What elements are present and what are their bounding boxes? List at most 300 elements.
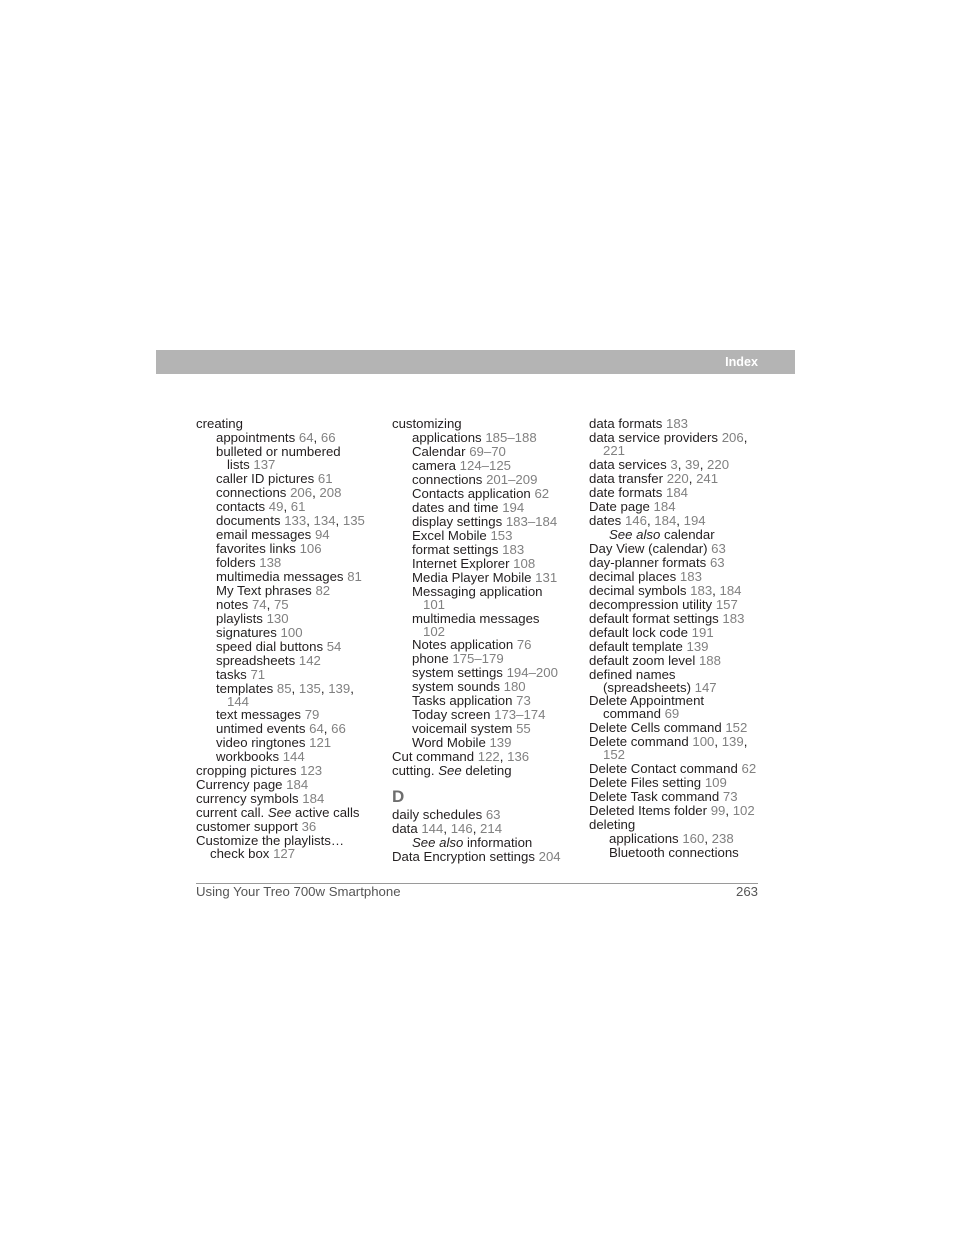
entry-line bbox=[196, 708, 386, 722]
entry-term: data formats bbox=[589, 416, 663, 431]
page-reference[interactable]: 100 bbox=[280, 624, 303, 640]
entry-term: templates bbox=[216, 680, 274, 696]
entry-line: dates 146, 184, 194 bbox=[589, 512, 706, 528]
page-reference[interactable]: 139 bbox=[721, 734, 744, 750]
see-reference-target: active calls bbox=[294, 805, 360, 821]
entry-term: data transfer bbox=[589, 470, 664, 486]
entry-term: speed dial buttons bbox=[216, 638, 324, 654]
index-subentry bbox=[392, 557, 582, 571]
index-entry bbox=[589, 626, 779, 640]
page-reference[interactable]: 220 bbox=[707, 456, 730, 472]
index-subentry bbox=[196, 500, 386, 514]
index-subentry bbox=[196, 528, 386, 542]
entry-line bbox=[196, 528, 386, 542]
page-reference[interactable]: 183 bbox=[502, 542, 525, 557]
page-reference[interactable]: 183 bbox=[722, 610, 745, 626]
see-reference-label: See also bbox=[412, 835, 464, 851]
page-reference[interactable]: 123 bbox=[300, 763, 323, 779]
page-reference[interactable]: 85 bbox=[276, 680, 292, 696]
entry-term: workbooks bbox=[216, 749, 280, 765]
entry-term: Date page bbox=[589, 498, 650, 514]
index-entry bbox=[392, 822, 582, 836]
page-reference[interactable]: 152 bbox=[725, 720, 748, 736]
page-reference[interactable]: 49 bbox=[268, 498, 284, 514]
entry-line bbox=[392, 680, 582, 694]
entry-term: defined names bbox=[589, 666, 676, 682]
page-reference[interactable]: 64 bbox=[309, 721, 324, 737]
entry-term: folders bbox=[216, 554, 256, 570]
entry-term: playlists bbox=[216, 610, 263, 626]
index-entry bbox=[589, 668, 779, 695]
index-subentry bbox=[392, 501, 582, 515]
index-subentry bbox=[392, 585, 582, 612]
entry-term: caller ID pictures bbox=[216, 470, 315, 486]
page-reference[interactable]: 54 bbox=[326, 638, 342, 654]
page-reference[interactable]: 175–179 bbox=[452, 651, 504, 667]
entry-term: Delete command bbox=[589, 734, 689, 750]
entry-line bbox=[196, 584, 386, 598]
entry-term: applications bbox=[412, 430, 482, 445]
entry-term: Delete Appointment bbox=[589, 693, 705, 709]
index-column-3 bbox=[589, 417, 779, 860]
index-subentry bbox=[196, 556, 386, 570]
entry-term: decimal symbols bbox=[589, 582, 687, 598]
index-entry bbox=[589, 472, 779, 486]
index-subentry bbox=[589, 832, 779, 846]
page-reference[interactable]: 201–209 bbox=[486, 472, 538, 487]
entry-line bbox=[392, 836, 582, 850]
page-reference[interactable]: 185–188 bbox=[485, 430, 537, 445]
page-reference[interactable]: 144 bbox=[227, 693, 250, 709]
page-reference[interactable]: 146 bbox=[450, 821, 473, 837]
index-subentry bbox=[196, 584, 386, 598]
index-entry bbox=[392, 808, 582, 822]
entry-term: contacts bbox=[216, 498, 266, 514]
page-reference[interactable]: 184 bbox=[302, 791, 325, 807]
footer-page-number: 263 bbox=[735, 884, 758, 899]
index-subentry bbox=[196, 640, 386, 654]
page-reference[interactable]: 133 bbox=[284, 512, 307, 528]
page-reference[interactable]: 73 bbox=[516, 693, 531, 709]
footer-book-title: Using Your Treo 700w Smartphone bbox=[196, 884, 401, 899]
entry-line bbox=[589, 570, 779, 584]
entry-line bbox=[392, 850, 582, 864]
index-subentry bbox=[392, 638, 582, 652]
page-reference[interactable]: 183–184 bbox=[505, 514, 558, 529]
index-entry bbox=[196, 834, 386, 861]
entry-line bbox=[392, 543, 582, 557]
page-reference[interactable]: 184 bbox=[653, 498, 676, 514]
entry-line bbox=[196, 668, 386, 682]
index-entry bbox=[589, 514, 779, 528]
page-reference[interactable]: 63 bbox=[711, 540, 726, 556]
entry-line bbox=[589, 417, 779, 431]
page-reference[interactable]: 146 bbox=[624, 512, 647, 528]
index-column-2 bbox=[392, 417, 582, 864]
index-entry bbox=[589, 584, 779, 598]
entry-term: format settings bbox=[412, 542, 499, 557]
index-subentry bbox=[392, 529, 582, 543]
entry-line: data services 3, 39, 220 bbox=[589, 456, 730, 472]
page-reference[interactable]: 183 bbox=[665, 416, 688, 431]
index-entry bbox=[589, 417, 779, 431]
entry-line bbox=[196, 612, 386, 626]
entry-term: multimedia messages bbox=[216, 568, 344, 584]
entry-line bbox=[589, 654, 779, 668]
entry-term: Delete Contact command bbox=[589, 760, 738, 776]
entry-term: appointments bbox=[216, 430, 296, 445]
page-reference[interactable]: 94 bbox=[314, 526, 330, 542]
index-subentry bbox=[392, 694, 582, 708]
entry-line bbox=[392, 459, 582, 473]
index-entry bbox=[589, 735, 779, 762]
page-reference[interactable]: 188 bbox=[698, 652, 721, 668]
page-reference[interactable]: 139 bbox=[328, 680, 351, 696]
index-entry bbox=[589, 776, 779, 790]
section-title: Index bbox=[725, 355, 758, 369]
entry-term: spreadsheets bbox=[216, 652, 296, 668]
entry-term: My Text phrases bbox=[216, 582, 312, 598]
page-reference[interactable]: 61 bbox=[317, 470, 333, 486]
index-entry bbox=[589, 431, 779, 458]
entry-line bbox=[196, 778, 386, 792]
page-reference[interactable]: 184 bbox=[665, 484, 688, 500]
index-subentry bbox=[392, 571, 582, 585]
entry-line bbox=[196, 626, 386, 640]
index-subentry bbox=[196, 612, 386, 626]
index-entry bbox=[196, 778, 386, 792]
page-reference[interactable]: 124–125 bbox=[459, 458, 511, 473]
entry-line bbox=[589, 500, 779, 514]
entry-line: applications 160, 238 bbox=[609, 830, 734, 846]
entry-term: email messages bbox=[216, 526, 312, 542]
entry-term: Excel Mobile bbox=[412, 528, 487, 543]
page-reference[interactable]: 106 bbox=[299, 540, 322, 556]
page-reference[interactable]: 144 bbox=[282, 749, 305, 765]
page-reference[interactable]: 101 bbox=[423, 597, 446, 612]
entry-line: Deleted Items folder 99, 102 bbox=[589, 802, 755, 818]
entry-line bbox=[392, 557, 582, 571]
entry-line bbox=[392, 529, 582, 543]
entry-term: Delete Files setting bbox=[589, 774, 702, 790]
index-entry bbox=[589, 458, 779, 472]
see-reference-target: deleting bbox=[465, 763, 512, 779]
entry-line bbox=[392, 666, 582, 680]
entry-line bbox=[392, 638, 582, 652]
page-reference[interactable]: 194 bbox=[502, 500, 525, 515]
entry-term: currency symbols bbox=[196, 791, 299, 807]
entry-line bbox=[196, 820, 386, 834]
page-reference[interactable]: 121 bbox=[309, 735, 332, 751]
page-reference[interactable]: 184 bbox=[719, 582, 742, 598]
see-reference-target: information bbox=[467, 835, 533, 851]
page-reference[interactable]: 66 bbox=[320, 430, 336, 445]
entry-term: system sounds bbox=[412, 679, 500, 695]
section-letter-heading: D bbox=[392, 787, 405, 807]
index-subentry bbox=[392, 708, 582, 722]
page-reference[interactable]: 139 bbox=[489, 735, 512, 751]
entry-line bbox=[392, 708, 582, 722]
entry-line bbox=[392, 808, 582, 822]
page-reference[interactable]: 135 bbox=[342, 512, 365, 528]
entry-line bbox=[392, 487, 582, 501]
index-entry bbox=[589, 790, 779, 804]
entry-term: default template bbox=[589, 638, 683, 654]
page-reference[interactable]: 76 bbox=[516, 637, 532, 653]
entry-term: default format settings bbox=[589, 610, 719, 626]
page-reference[interactable]: 135 bbox=[298, 680, 321, 696]
entry-term: Word Mobile bbox=[412, 735, 486, 751]
page-reference[interactable]: 39 bbox=[685, 456, 700, 472]
index-subentry bbox=[196, 682, 386, 709]
page-reference[interactable]: 100 bbox=[692, 734, 715, 750]
entry-term: Cut command bbox=[392, 749, 475, 765]
entry-line bbox=[392, 473, 582, 487]
page-reference[interactable]: 214 bbox=[480, 821, 503, 837]
index-subentry bbox=[589, 528, 779, 542]
entry-term: text messages bbox=[216, 707, 302, 723]
page-reference[interactable]: 102 bbox=[423, 623, 446, 639]
page-reference[interactable]: 138 bbox=[259, 554, 282, 570]
entry-term: Contacts application bbox=[412, 486, 531, 501]
index-entry bbox=[392, 417, 582, 431]
page-reference[interactable]: 238 bbox=[711, 830, 734, 846]
entry-term: Media Player Mobile bbox=[412, 570, 532, 585]
index-entry bbox=[589, 694, 779, 721]
see-reference-target: calendar bbox=[664, 526, 715, 542]
page-reference[interactable]: 194 bbox=[683, 512, 706, 528]
page-reference[interactable]: 109 bbox=[704, 774, 727, 790]
page-reference[interactable]: 206 bbox=[290, 484, 313, 500]
page-reference[interactable]: 69 bbox=[664, 706, 680, 722]
entry-term: date formats bbox=[589, 484, 663, 500]
page-reference[interactable]: 184 bbox=[286, 777, 309, 793]
page-reference[interactable]: 62 bbox=[741, 760, 757, 776]
page-reference[interactable]: 137 bbox=[253, 457, 276, 472]
entry-term: connections bbox=[412, 472, 483, 487]
page-reference[interactable]: 69–70 bbox=[469, 444, 506, 459]
page-reference[interactable]: 184 bbox=[654, 512, 677, 528]
page-reference[interactable]: 55 bbox=[516, 721, 531, 737]
page-reference[interactable]: 180 bbox=[503, 679, 526, 695]
entry-line: Cut command 122, 136 bbox=[392, 749, 530, 765]
page-reference[interactable]: 183 bbox=[679, 568, 702, 584]
entry-term: Currency page bbox=[196, 777, 283, 793]
index-entry bbox=[589, 486, 779, 500]
entry-term: system settings bbox=[412, 665, 503, 681]
entry-line bbox=[589, 542, 779, 556]
page-reference[interactable]: 130 bbox=[266, 610, 289, 626]
index-subentry bbox=[196, 570, 386, 584]
entry-term: phone bbox=[412, 651, 449, 667]
entry-term: Delete Cells command bbox=[589, 720, 722, 736]
page-reference[interactable]: 131 bbox=[535, 570, 558, 585]
entry-line bbox=[589, 528, 779, 542]
entry-term: Tasks application bbox=[412, 693, 513, 709]
page-reference[interactable]: 61 bbox=[290, 498, 306, 514]
page-reference[interactable]: 220 bbox=[666, 470, 689, 486]
index-subentry bbox=[392, 666, 582, 680]
page-reference[interactable]: 136 bbox=[507, 749, 530, 765]
entry-line bbox=[392, 764, 582, 778]
page-reference[interactable]: 62 bbox=[534, 486, 550, 501]
entry-term: (spreadsheets) bbox=[603, 679, 691, 695]
page-reference[interactable]: 64 bbox=[298, 430, 314, 445]
page-reference[interactable]: 191 bbox=[691, 624, 714, 640]
page-reference[interactable]: 75 bbox=[273, 596, 289, 612]
page-reference[interactable]: 194–200 bbox=[506, 665, 558, 681]
entry-term: video ringtones bbox=[216, 735, 306, 751]
index-subentry bbox=[392, 431, 582, 445]
index-subentry bbox=[589, 846, 779, 860]
page-reference[interactable]: 152 bbox=[603, 747, 626, 763]
index-entry bbox=[196, 820, 386, 834]
entry-term: untimed events bbox=[216, 721, 306, 737]
page-reference[interactable]: 71 bbox=[250, 666, 266, 682]
page-reference[interactable]: 144 bbox=[421, 821, 444, 837]
page-reference[interactable]: 153 bbox=[490, 528, 513, 543]
entry-line bbox=[196, 750, 386, 764]
index-entry bbox=[196, 806, 386, 820]
index-subentry bbox=[196, 486, 386, 500]
index-subentry bbox=[392, 612, 582, 639]
page-reference[interactable]: 81 bbox=[347, 568, 362, 584]
page-reference[interactable]: 142 bbox=[298, 652, 321, 668]
entry-line bbox=[196, 556, 386, 570]
entry-line bbox=[589, 721, 779, 735]
page-reference[interactable]: 160 bbox=[682, 830, 705, 846]
index-entry bbox=[589, 818, 779, 832]
entry-line bbox=[392, 694, 582, 708]
entry-term: multimedia messages bbox=[412, 610, 540, 626]
page-reference[interactable]: 73 bbox=[722, 788, 738, 804]
entry-term: bulleted or numbered bbox=[216, 444, 341, 459]
index-entry bbox=[392, 750, 582, 764]
index-entry bbox=[196, 417, 386, 431]
entry-line bbox=[392, 431, 582, 445]
entry-continuation-line bbox=[196, 848, 386, 861]
page-reference[interactable]: 3 bbox=[670, 456, 678, 472]
entry-term: deleting bbox=[589, 816, 636, 832]
entry-term: tasks bbox=[216, 666, 247, 682]
page-reference[interactable]: 147 bbox=[694, 679, 717, 695]
entry-line: contacts 49, 61 bbox=[216, 498, 306, 514]
page-reference[interactable]: 241 bbox=[696, 470, 719, 486]
index-entry bbox=[392, 850, 582, 864]
index-entry bbox=[589, 570, 779, 584]
entry-term: camera bbox=[412, 458, 456, 473]
running-header-bar bbox=[156, 350, 795, 374]
entry-line bbox=[196, 654, 386, 668]
entry-term: day-planner formats bbox=[589, 554, 707, 570]
page-reference[interactable]: 82 bbox=[315, 582, 331, 598]
page-reference[interactable]: 173–174 bbox=[494, 707, 546, 723]
entry-line bbox=[196, 445, 386, 459]
page-reference[interactable]: 102 bbox=[732, 802, 755, 818]
entry-line bbox=[392, 501, 582, 515]
entry-line bbox=[196, 570, 386, 584]
entry-term: cropping pictures bbox=[196, 763, 297, 779]
index-subentry bbox=[196, 542, 386, 556]
entry-line bbox=[196, 472, 386, 486]
index-entry bbox=[589, 804, 779, 818]
entry-line: templates 85, 135, 139, bbox=[216, 680, 354, 696]
entry-term: Deleted Items folder bbox=[589, 802, 708, 818]
entry-line bbox=[196, 806, 386, 820]
page-reference[interactable]: 206 bbox=[721, 430, 744, 445]
page-reference[interactable]: 204 bbox=[538, 849, 561, 865]
entry-term: lists bbox=[227, 457, 250, 472]
entry-term: Bluetooth connections bbox=[609, 844, 739, 860]
entry-term: data service providers bbox=[589, 430, 719, 445]
entry-term: dates and time bbox=[412, 500, 499, 515]
entry-line bbox=[589, 790, 779, 804]
index-subentry bbox=[196, 722, 386, 736]
entry-line bbox=[589, 486, 779, 500]
page-reference[interactable]: 221 bbox=[603, 443, 626, 458]
entry-term: Data Encryption settings bbox=[392, 849, 535, 865]
entry-term: Messaging application bbox=[412, 584, 543, 599]
page-reference[interactable]: 208 bbox=[319, 484, 342, 500]
entry-term: signatures bbox=[216, 624, 277, 640]
entry-line bbox=[196, 736, 386, 750]
entry-term: current call. bbox=[196, 805, 265, 821]
entry-term: Notes application bbox=[412, 637, 514, 653]
index-subentry bbox=[392, 722, 582, 736]
page-reference[interactable]: 134 bbox=[313, 512, 336, 528]
entry-line: decimal symbols 183, 184 bbox=[589, 582, 742, 598]
page-reference[interactable]: 63 bbox=[485, 807, 501, 823]
entry-line bbox=[589, 598, 779, 612]
index-subentry bbox=[196, 750, 386, 764]
entry-term: default lock code bbox=[589, 624, 688, 640]
entry-term: Delete Task command bbox=[589, 788, 720, 804]
page-reference[interactable]: 157 bbox=[715, 596, 738, 612]
entry-line bbox=[589, 626, 779, 640]
entry-line bbox=[589, 776, 779, 790]
page-reference[interactable]: 36 bbox=[301, 819, 317, 835]
entry-term: customer support bbox=[196, 819, 298, 835]
page-reference[interactable]: 63 bbox=[709, 554, 725, 570]
index-subentry bbox=[392, 652, 582, 666]
page-reference[interactable]: 79 bbox=[304, 707, 320, 723]
entry-term: favorites links bbox=[216, 540, 296, 556]
index-subentry bbox=[392, 515, 582, 529]
page-reference[interactable]: 139 bbox=[686, 638, 709, 654]
index-entry bbox=[589, 640, 779, 654]
page-reference[interactable]: 127 bbox=[273, 846, 296, 862]
index-entry bbox=[589, 721, 779, 735]
entry-line: untimed events 64, 66 bbox=[216, 721, 346, 737]
page-reference[interactable]: 183 bbox=[690, 582, 713, 598]
entry-line: appointments 64, 66 bbox=[216, 430, 336, 445]
entry-line bbox=[392, 445, 582, 459]
entry-term: Customize the playlists… bbox=[196, 833, 345, 849]
page-reference[interactable]: 66 bbox=[331, 721, 346, 737]
page-reference[interactable]: 99 bbox=[710, 802, 726, 818]
entry-line bbox=[589, 556, 779, 570]
entry-term: decompression utility bbox=[589, 596, 713, 612]
entry-line bbox=[196, 792, 386, 806]
index-subentry bbox=[196, 708, 386, 722]
page-reference[interactable]: 122 bbox=[477, 749, 500, 765]
page-reference[interactable]: 108 bbox=[513, 556, 536, 571]
entry-line bbox=[392, 736, 582, 750]
page-reference[interactable]: 74 bbox=[251, 596, 267, 612]
entry-term: customizing bbox=[392, 416, 462, 431]
entry-term: creating bbox=[196, 416, 243, 431]
entry-line: data service providers 206, bbox=[589, 430, 748, 445]
